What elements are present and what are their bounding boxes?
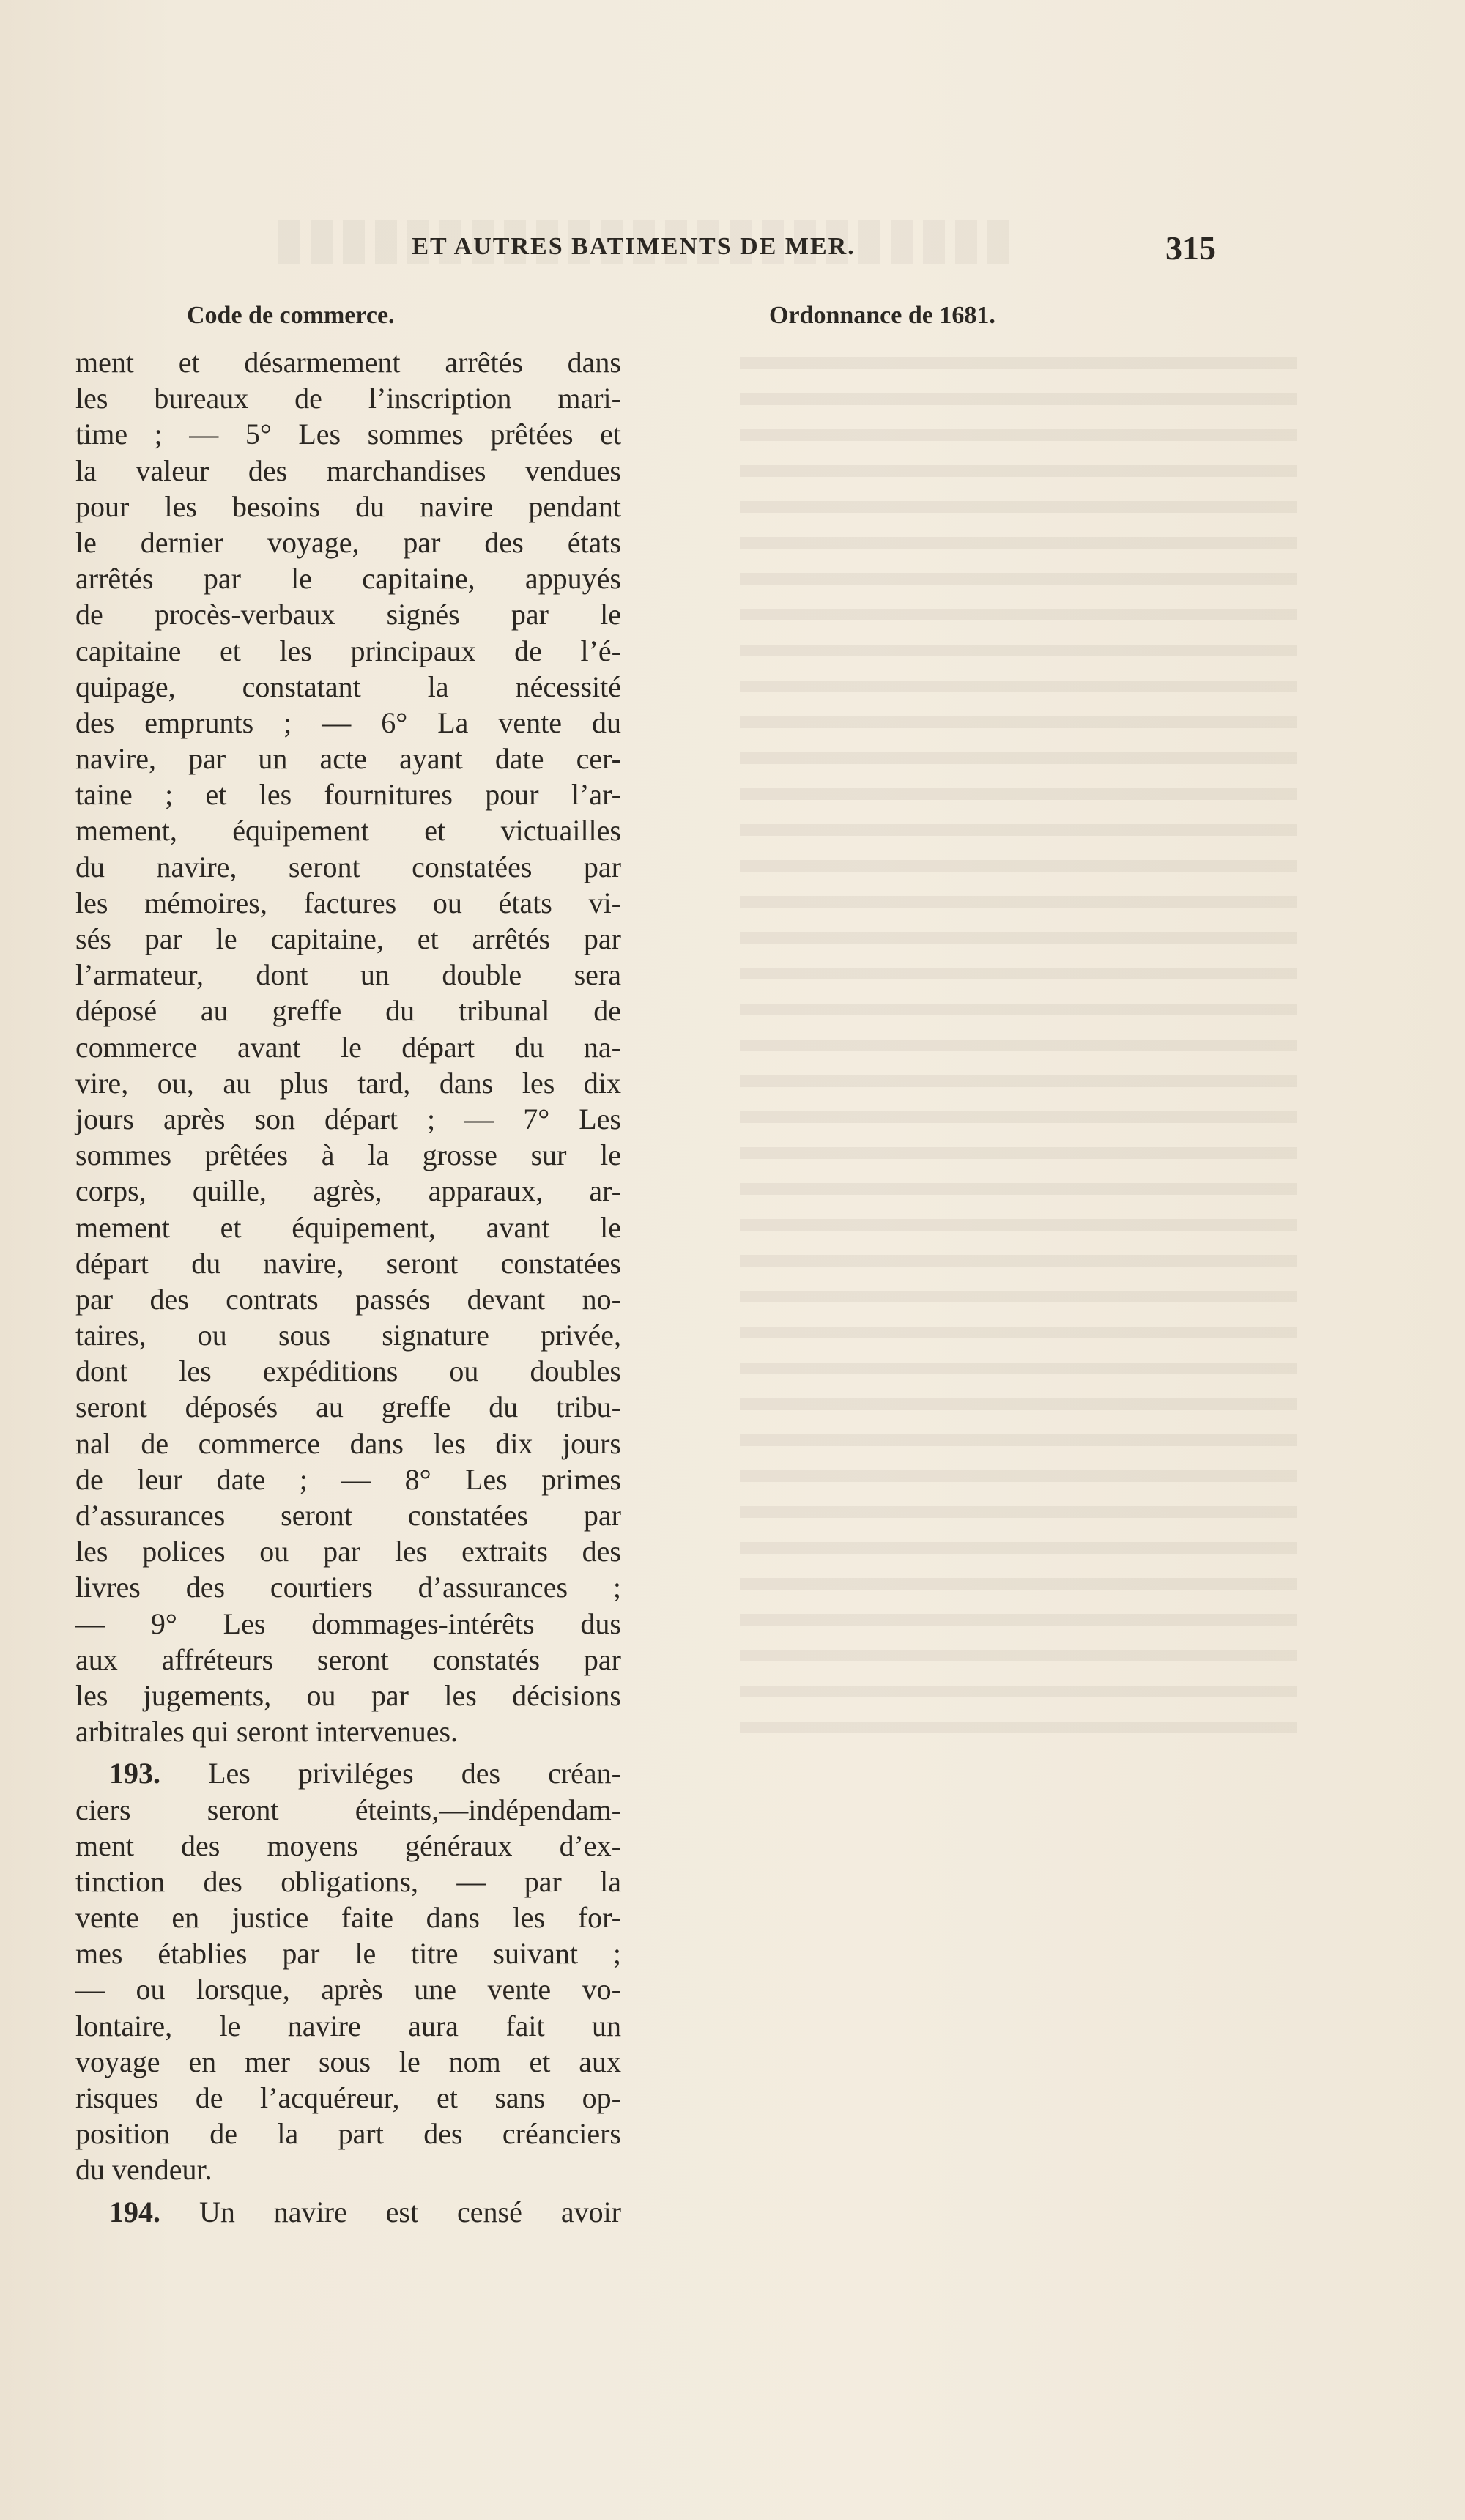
- article-193-first-line: [75, 1755, 621, 1791]
- page-number: 315: [1165, 229, 1216, 267]
- text-line: risques de l’acquéreur, et sans op-: [75, 2081, 621, 2114]
- text-line: lontaire, le navire aura fait un: [75, 2009, 621, 2042]
- running-head: [0, 229, 1465, 277]
- left-column-text: [75, 344, 621, 2230]
- article-193-number: 193.: [109, 1757, 160, 1790]
- text-line: voyage en mer sous le nom et aux: [75, 2045, 621, 2078]
- text-line: des emprunts ; — 6° La vente du: [75, 705, 621, 739]
- text-line: sommes prêtées à la grosse sur le: [75, 1138, 621, 1172]
- text-line: taine ; et les fournitures pour l’ar-: [75, 778, 621, 812]
- text-line: de procès-verbaux signés par le: [75, 598, 621, 631]
- text-line: commerce avant le départ du na-: [75, 1030, 621, 1064]
- text-line: du vendeur.: [75, 2153, 212, 2187]
- text-line: taires, ou sous signature privée,: [75, 1319, 621, 1352]
- text-line: pour les besoins du navire pendant: [75, 489, 621, 523]
- text-line: déposé au greffe du tribunal de: [75, 994, 621, 1028]
- text-line: dont les expéditions ou doubles: [75, 1354, 621, 1388]
- text-line: position de la part des créanciers: [75, 2117, 621, 2151]
- text-line: jours après son départ ; — 7° Les: [75, 1102, 621, 1135]
- text-line: arrêtés par le capitaine, appuyés: [75, 562, 621, 596]
- text-line: corps, quille, agrès, apparaux, ar-: [75, 1174, 621, 1208]
- right-column-heading: Ordonnance de 1681.: [769, 302, 995, 329]
- right-column-bleed-through: [740, 344, 1297, 1736]
- text-line: par des contrats passés devant no-: [75, 1282, 621, 1316]
- text-line: mes établies par le titre suivant ;: [75, 1937, 621, 1971]
- article-193-first-text: Les priviléges des créan-: [208, 1757, 621, 1790]
- article-194-first-line: [75, 2194, 621, 2230]
- text-line: nal de commerce dans les dix jours: [75, 1426, 621, 1460]
- text-line: la valeur des marchandises vendues: [75, 453, 621, 487]
- text-line: ment et désarmement arrêtés dans: [75, 346, 621, 379]
- text-line: vire, ou, au plus tard, dans les dix: [75, 1066, 621, 1100]
- text-line: — 9° Les dommages-intérêts dus: [75, 1606, 621, 1640]
- text-line: aux affréteurs seront constatés par: [75, 1642, 621, 1676]
- text-line: quipage, constatant la nécessité: [75, 670, 621, 703]
- text-line: tinction des obligations, — par la: [75, 1864, 621, 1898]
- running-title: ET AUTRES BATIMENTS DE MER.: [412, 233, 856, 260]
- text-line: le dernier voyage, par des états: [75, 525, 621, 559]
- text-line: navire, par un acte ayant date cer-: [75, 742, 621, 776]
- text-line: départ du navire, seront constatées: [75, 1246, 621, 1280]
- text-line: livres des courtiers d’assurances ;: [75, 1571, 621, 1604]
- text-line: les bureaux de l’inscription mari-: [75, 382, 621, 415]
- left-column-heading: Code de commerce.: [187, 302, 395, 329]
- text-line: les mémoires, factures ou états vi-: [75, 886, 621, 919]
- text-line: sés par le capitaine, et arrêtés par: [75, 922, 621, 955]
- text-line: les jugements, ou par les décisions: [75, 1678, 621, 1712]
- text-line: — ou lorsque, après une vente vo-: [75, 1973, 621, 2006]
- text-line: ciers seront éteints,—indépendam-: [75, 1793, 621, 1826]
- text-line: seront déposés au greffe du tribu-: [75, 1390, 621, 1424]
- text-line: capitaine et les principaux de l’é-: [75, 634, 621, 667]
- article-194-number: 194.: [109, 2195, 160, 2228]
- text-line: l’armateur, dont un double sera: [75, 958, 621, 992]
- text-line: mement et équipement, avant le: [75, 1210, 621, 1244]
- text-line: vente en justice faite dans les for-: [75, 1901, 621, 1935]
- text-line: les polices ou par les extraits des: [75, 1535, 621, 1568]
- text-line: d’assurances seront constatées par: [75, 1499, 621, 1532]
- text-line: arbitrales qui seront intervenues.: [75, 1715, 459, 1749]
- text-line: ment des moyens généraux d’ex-: [75, 1828, 621, 1862]
- text-line: du navire, seront constatées par: [75, 850, 621, 883]
- text-line: de leur date ; — 8° Les primes: [75, 1462, 621, 1496]
- text-line: mement, équipement et victuailles: [75, 814, 621, 848]
- article-194-text: Un navire est censé avoir: [199, 2195, 622, 2228]
- text-line: time ; — 5° Les sommes prêtées et: [75, 418, 621, 451]
